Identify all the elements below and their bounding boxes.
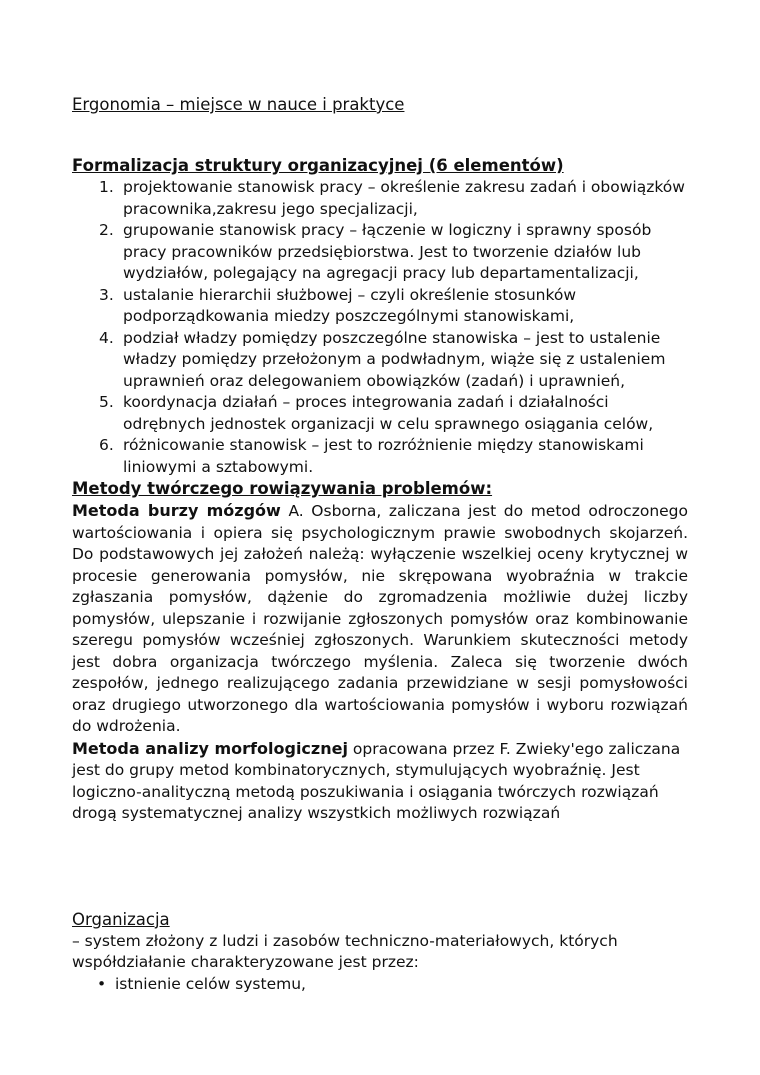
- morphological-term: Metoda analizy morfologicznej: [72, 738, 348, 758]
- list-number: 2.: [99, 221, 114, 239]
- brainstorm-paragraph: [72, 500, 688, 738]
- list-item-text: projektowanie stanowisk pracy – określenie zakresu zadań i obowiązków pracownika,zakresu jego specjalizacji,: [123, 178, 685, 218]
- formalization-list: [72, 177, 688, 478]
- list-item: [72, 220, 688, 285]
- list-item-text: podział władzy pomiędzy poszczególne stanowiska – jest to ustalenie władzy pomiędzy przełożonym a podwładnym, wiąże się z ustaleniem uprawnień oraz delegowaniem obowiązków (zadań) i uprawnień,: [123, 328, 666, 390]
- list-number: 4.: [99, 328, 114, 347]
- list-number: 5.: [99, 393, 114, 411]
- spacer: [72, 825, 688, 909]
- organization-intro: – system złożony z ludzi i zasobów techniczno-materiałowych, których współdziałanie charakteryzowane jest przez:: [72, 931, 618, 971]
- list-number: 1.: [99, 178, 114, 196]
- document-title: Ergonomia – miejsce w nauce i praktyce: [72, 95, 405, 114]
- organization-bullets: [72, 974, 688, 996]
- formalization-heading: Formalizacja struktury organizacyjnej (6 elementów): [72, 156, 564, 175]
- list-item-text: koordynacja działań – proces integrowania zadań i działalności odrębnych jednostek organizacji w celu sprawnego osiągania celów,: [123, 393, 654, 433]
- list-item-text: różnicowanie stanowisk – jest to rozróżnienie między stanowiskami liniowymi a sztabowymi.: [123, 436, 644, 476]
- morphological-paragraph: [72, 738, 688, 825]
- brainstorm-term: Metoda burzy mózgów: [72, 501, 281, 520]
- methods-heading: Metody twórczego rowiązywania problemów:: [72, 479, 493, 498]
- document-page: [72, 93, 688, 995]
- list-item: [72, 177, 688, 220]
- list-item: [72, 435, 688, 478]
- brainstorm-text: A. Osborna, zaliczana jest do metod odroczonego wartościowania i opiera się psychologicznym prawie swobodnych skojarzeń. Do podstawowych jej założeń należą: wyłączenie wszelkiej oceny krytycznej w procesie generowania pomysłów, nie skrępowana wyobraźnia w trakcie zgłaszania pomysłów, dążenie do zgromadzenia możliwie dużej liczby pomysłów, ulepszanie i rozwijanie zgłoszonych pomysłów oraz kombinowanie szeregu pomysłów wcześniej zgłoszonych. Warunkiem skuteczności metody jest dobra organizacja twórczego myślenia. Zaleca się tworzenie dwóch zespołów, jednego realizującego zadania przewidziane w sesji pomysłowości oraz drugiego utworzonego dla wartościowania pomysłów i wyboru rozwiązań do wdrożenia.: [72, 502, 689, 735]
- bullet-text: istnienie celów systemu,: [115, 974, 306, 993]
- organization-heading: Organizacja: [72, 909, 170, 929]
- bullet-icon: •: [97, 974, 107, 993]
- spacer: [72, 117, 688, 155]
- list-number: 6.: [99, 436, 114, 454]
- morphological-text: opracowana przez F. Zwieky'ego zaliczana jest do grupy metod kombinatorycznych, stymulujących wyobraźnię. Jest logiczno-analityczną metodą poszukiwania i osiągania twórczych rozwiązań drogą systematycznej analizy wszystkich możliwych rozwiązań: [72, 739, 681, 822]
- list-item: [72, 328, 688, 393]
- list-item-text: ustalanie hierarchii służbowej – czyli określenie stosunków podporządkowania miedzy poszczególnymi stanowiskami,: [123, 285, 577, 325]
- list-item: [72, 285, 688, 328]
- bullet-item: [72, 974, 688, 996]
- list-number: 3.: [99, 285, 114, 304]
- list-item-text: grupowanie stanowisk pracy – łączenie w logiczny i sprawny sposób pracy pracowników przedsiębiorstwa. Jest to tworzenie działów lub wydziałów, polegający na agregacji pracy lub departamentalizacji,: [123, 221, 652, 282]
- list-item: [72, 392, 688, 435]
